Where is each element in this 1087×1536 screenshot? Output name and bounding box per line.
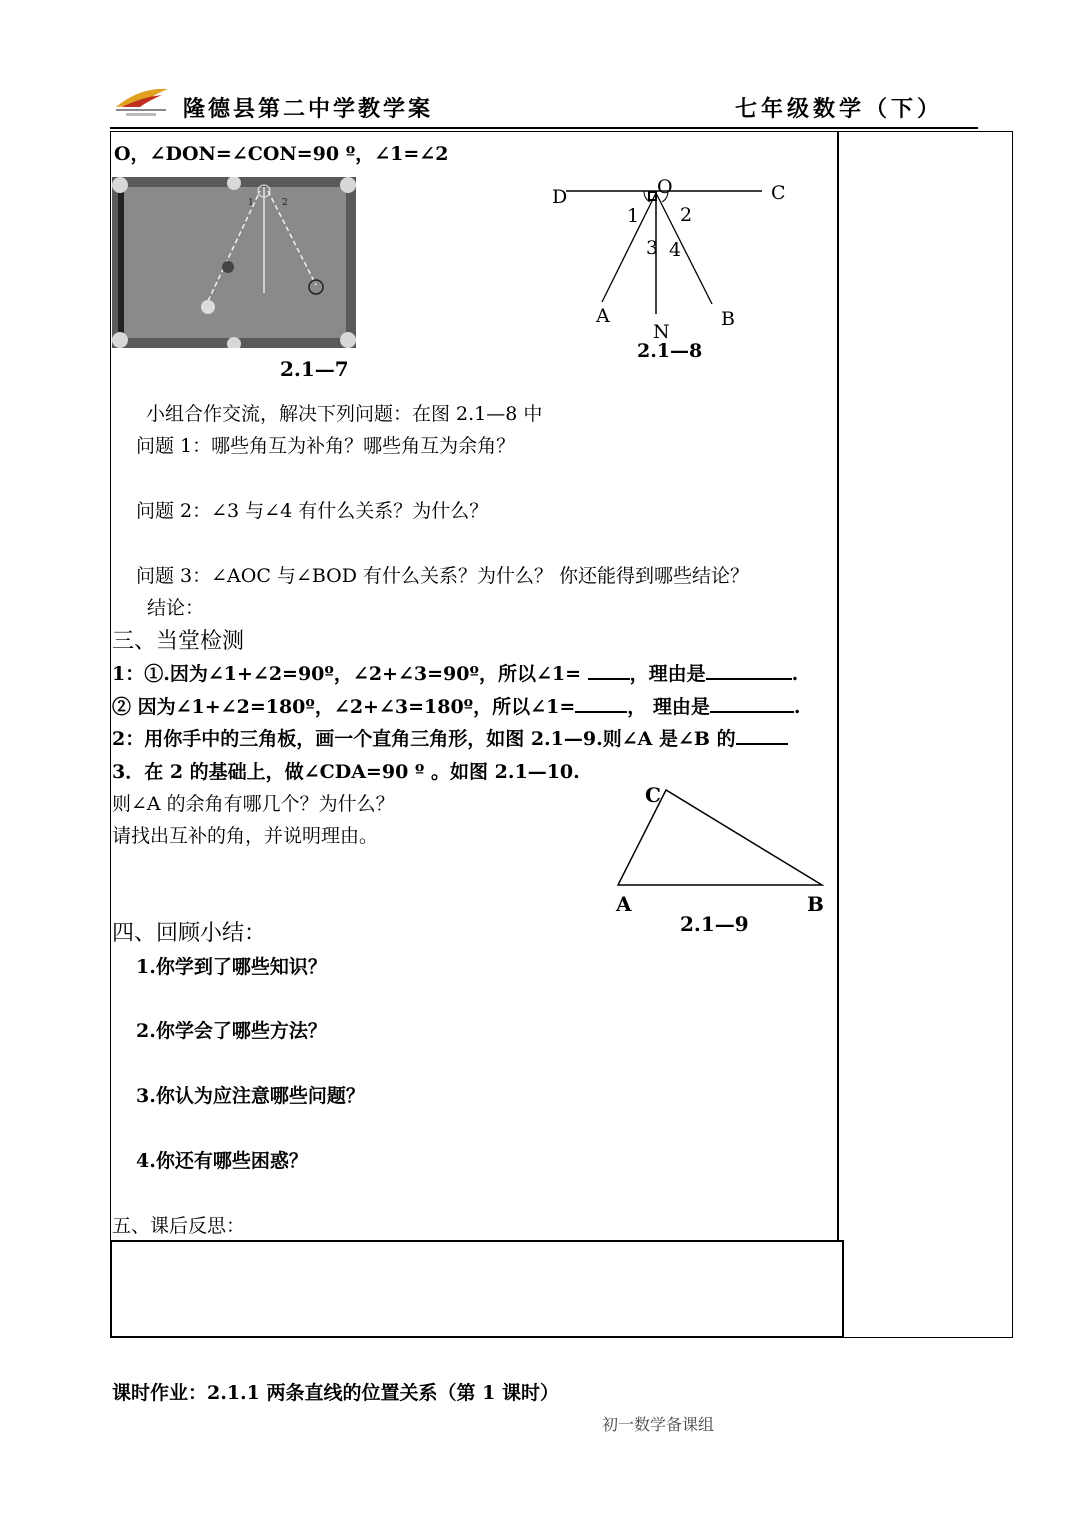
- exercise-1a-period: .: [791, 663, 799, 685]
- exercise-2: [112, 724, 788, 751]
- fig8-label-D: D: [552, 186, 568, 208]
- answer-blank-2[interactable]: [736, 725, 788, 745]
- fig8-angle-2: 2: [680, 204, 693, 226]
- fig8-angle-4: 4: [669, 239, 682, 261]
- question-1: 问题 1：哪些角互为补角？哪些角互为余角？: [136, 435, 516, 457]
- exercise-1a-reason: ，理由是: [629, 663, 706, 685]
- exercise-1a-text: 1：①.因为∠1+∠2=90º，∠2+∠3=90º，所以∠1=: [112, 663, 582, 685]
- fig8-label-C: C: [771, 182, 786, 204]
- discussion-intro: 小组合作交流，解决下列问题：在图 2.1—8 中: [146, 403, 543, 425]
- section-5-title: 五、课后反思：: [112, 1215, 246, 1237]
- fig8-label-A: A: [596, 305, 610, 327]
- exercise-2-text: 2：用你手中的三角板，画一个直角三角形，如图 2.1—9.则∠A 是∠B 的: [112, 728, 736, 750]
- header-rule: [110, 127, 978, 129]
- grade-title: 七年级数学（下）: [735, 96, 944, 122]
- reason-blank-1b[interactable]: [710, 693, 794, 713]
- question-2: 问题 2：∠3 与∠4 有什么关系？为什么？: [136, 500, 489, 522]
- pool-mark-2: 2: [282, 198, 288, 208]
- review-item-1: 1.你学到了哪些知识？: [136, 956, 327, 978]
- exercise-1a: [112, 659, 798, 686]
- fig9-caption: 2.1—9: [680, 912, 749, 936]
- answer-blank-1b[interactable]: [575, 693, 627, 713]
- fig9-label-B: B: [807, 892, 824, 916]
- review-item-2: 2.你学会了哪些方法？: [136, 1020, 327, 1042]
- exercise-1b-reason: ， 理由是: [627, 696, 710, 718]
- fig7-caption: 2.1—7: [280, 357, 349, 381]
- question-3: 问题 3：∠AOC 与∠BOD 有什么关系？为什么？ 你还能得到哪些结论？: [136, 565, 750, 587]
- exercise-3-question-2: 请找出互补的角，并说明理由。: [112, 825, 379, 847]
- fig8-label-N: N: [653, 321, 670, 343]
- school-name: 隆德县第二中学教学案: [183, 96, 434, 122]
- answer-blank-1a[interactable]: [588, 660, 630, 680]
- homework-line: 课时作业：2.1.1 两条直线的位置关系（第 1 课时）: [112, 1382, 559, 1404]
- column-divider: [837, 131, 839, 1241]
- fig9-label-C: C: [645, 783, 661, 807]
- fig8-caption: 2.1—8: [637, 340, 703, 360]
- fig8-angle-1: 1: [627, 205, 640, 227]
- section-3-title: 三、当堂检测: [112, 629, 245, 654]
- school-logo: [112, 83, 172, 119]
- exercise-3-question-1: 则∠A 的余角有哪几个？为什么？: [112, 793, 395, 815]
- fig8-label-O: O: [657, 176, 673, 198]
- prep-group: 初一数学备课组: [602, 1415, 715, 1434]
- exercise-1b-text: ② 因为∠1+∠2=180º，∠2+∠3=180º，所以∠1=: [112, 696, 576, 718]
- section-4-title: 四、回顾小结：: [112, 921, 267, 946]
- exercise-3: 3．在 2 的基础上，做∠CDA=90 º 。如图 2.1—10.: [112, 761, 580, 783]
- fig8-angle-3: 3: [646, 237, 659, 259]
- exercise-1b: [112, 692, 801, 719]
- conclusion-label: 结论：: [147, 597, 205, 619]
- review-item-4: 4.你还有哪些困惑？: [136, 1150, 308, 1172]
- figure-2-1-8: [540, 176, 800, 360]
- pool-table-photo: [112, 177, 356, 348]
- fig8-label-B: B: [721, 308, 735, 330]
- review-item-3: 3.你认为应注意哪些问题？: [136, 1085, 365, 1107]
- intro-line: O，∠DON=∠CON=90 º，∠1=∠2: [114, 143, 449, 165]
- pool-mark-1: 1: [248, 198, 254, 208]
- figure-2-1-9: [600, 780, 840, 940]
- exercise-1b-period: .: [793, 696, 801, 718]
- reason-blank-1a[interactable]: [706, 660, 792, 680]
- reflection-box[interactable]: [110, 1240, 844, 1338]
- fig9-label-A: A: [616, 892, 632, 916]
